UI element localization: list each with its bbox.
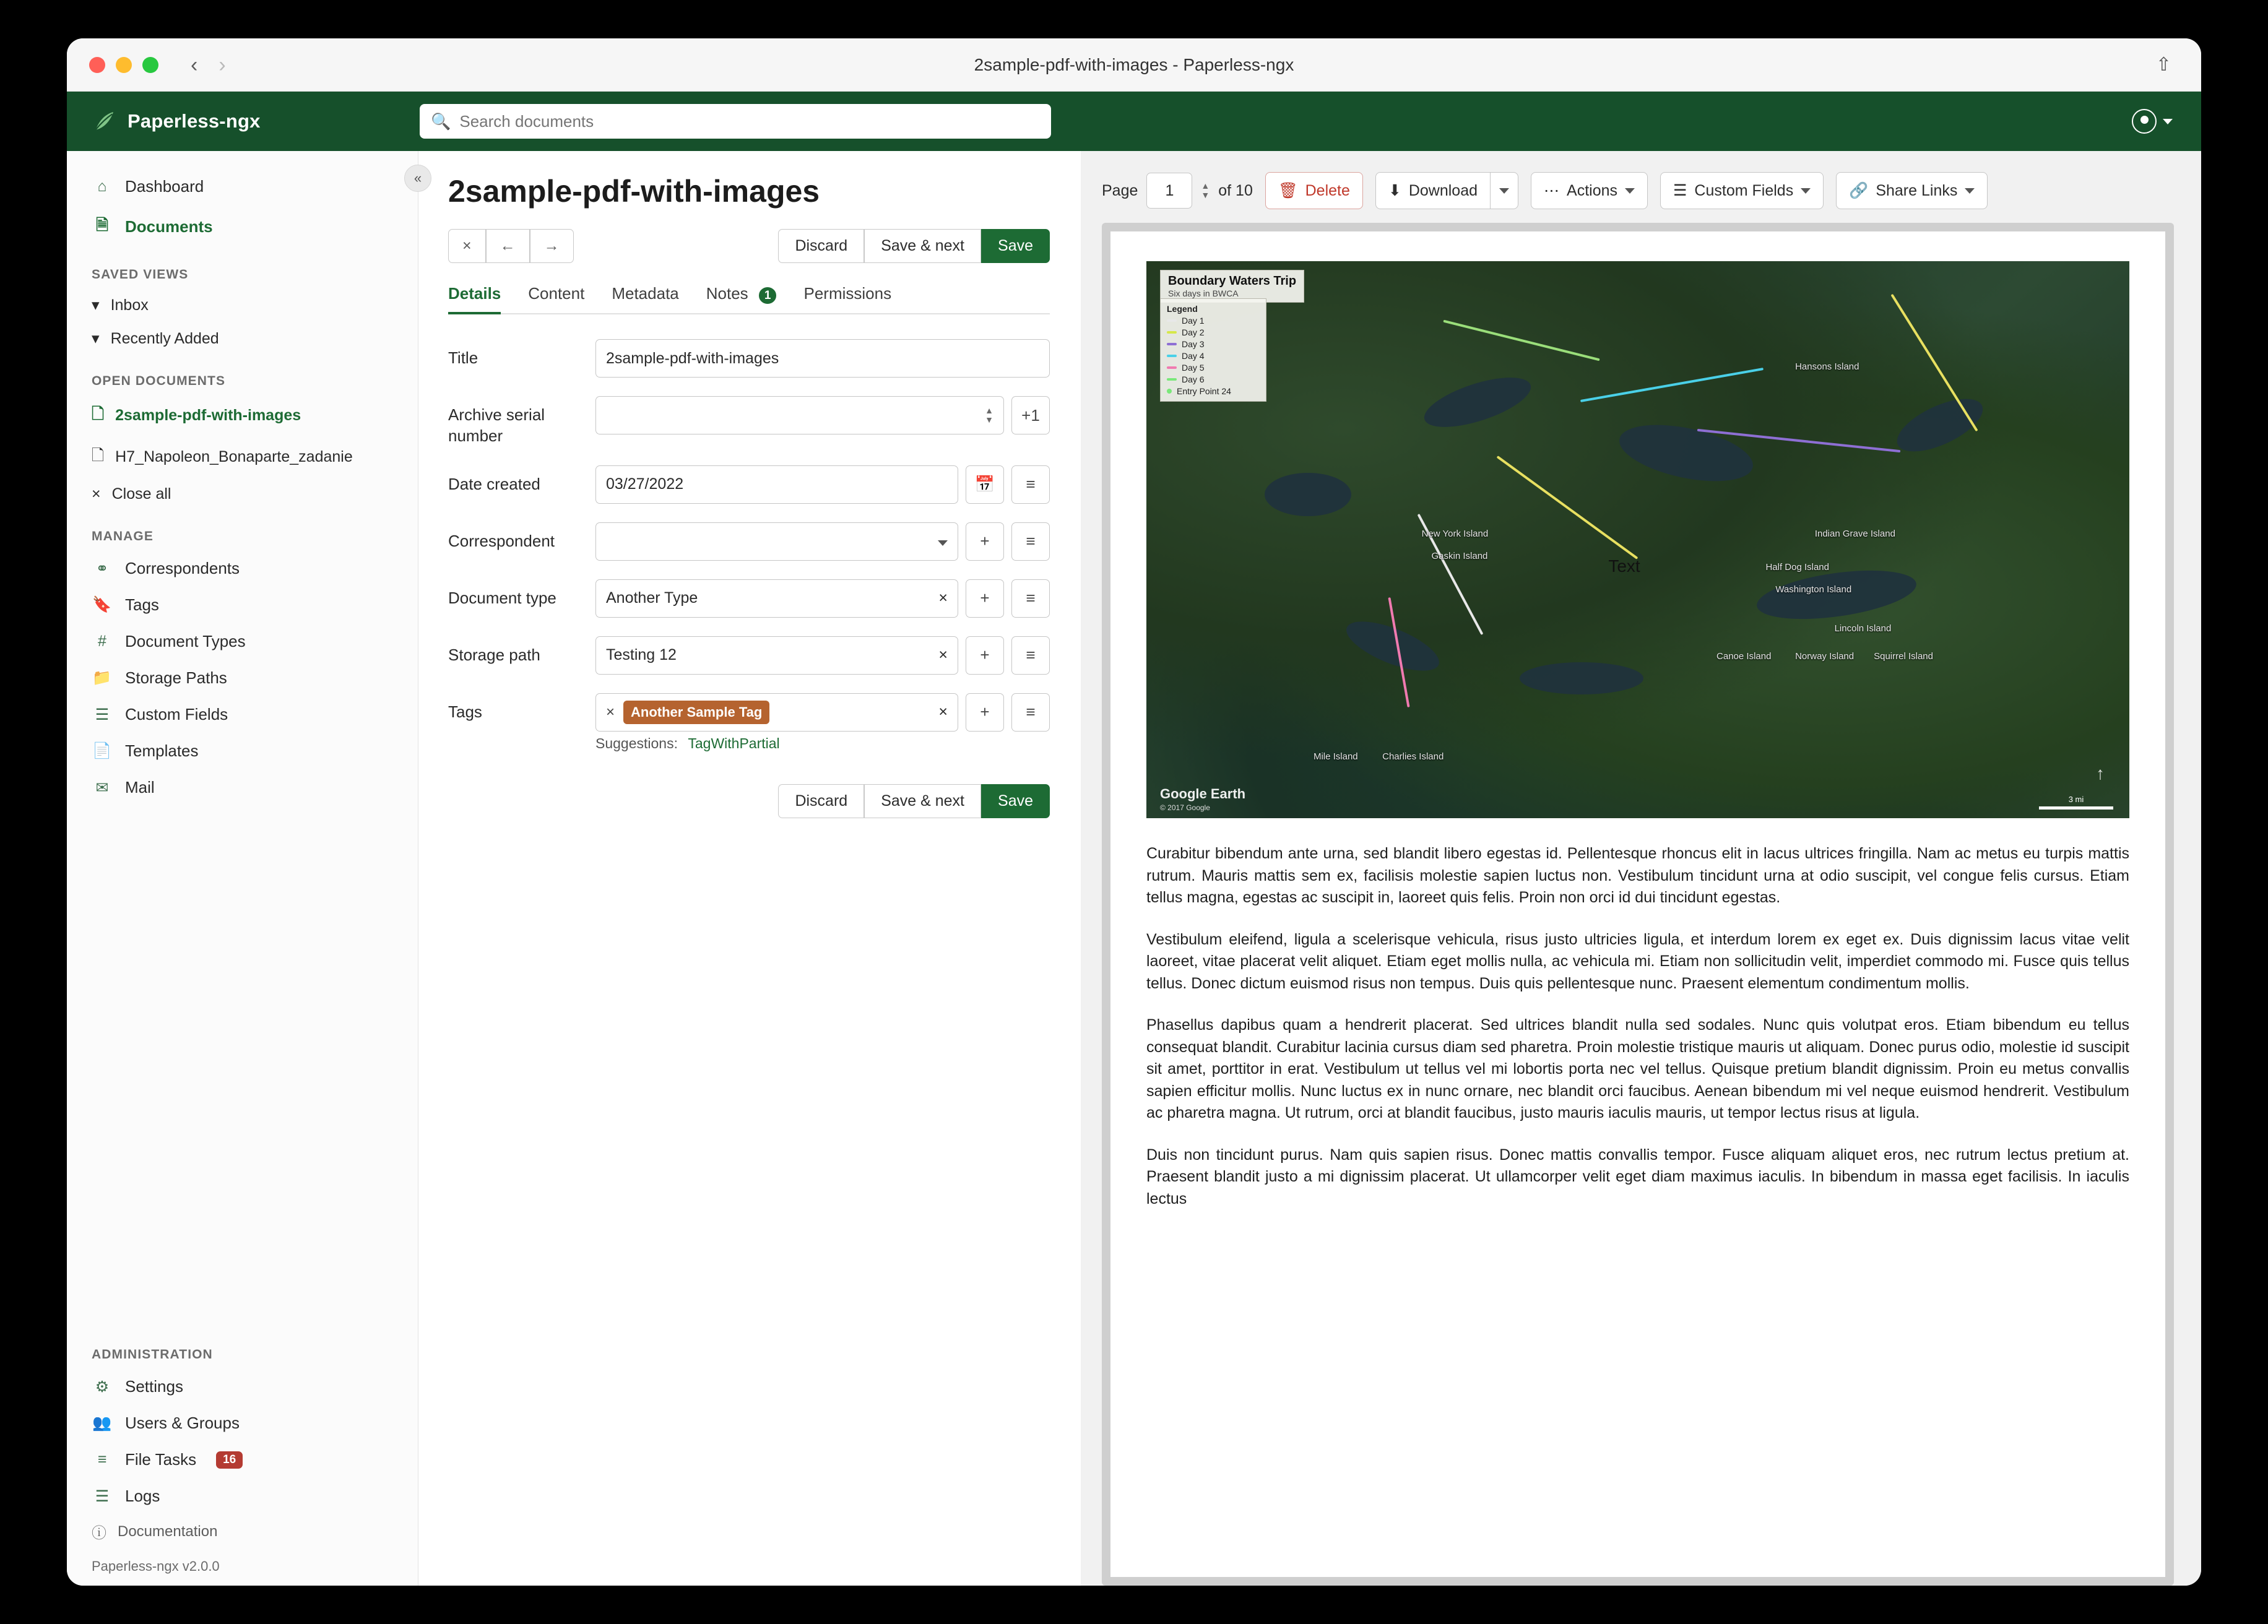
page-title: 2sample-pdf-with-images <box>448 174 820 209</box>
tag-chip[interactable]: Another Sample Tag <box>623 701 769 724</box>
documents-icon: 🗎 <box>95 217 109 234</box>
sidebar-item-label: H7_Napoleon_Bonaparte_zadanie <box>115 448 353 465</box>
user-menu[interactable] <box>2132 109 2173 134</box>
tags-select[interactable] <box>595 693 958 732</box>
suggestion-tag-link[interactable]: TagWithPartial <box>688 735 780 751</box>
pdf-page <box>1110 231 2165 1577</box>
document-type-value: Another Type <box>606 589 698 607</box>
app-version: Paperless-ngx v2.0.0 <box>92 1558 220 1574</box>
tab-details[interactable] <box>448 284 501 313</box>
page-stepper[interactable]: ▲ ▼ <box>1201 181 1210 200</box>
download-button[interactable] <box>1375 172 1490 209</box>
share-links-button[interactable] <box>1836 172 1988 209</box>
sidebar-footer <box>67 1329 418 1574</box>
sidebar-item-label: Documentation <box>118 1522 218 1540</box>
sidebar-open-doc-1[interactable] <box>67 395 418 436</box>
field-label: Document type <box>448 588 556 607</box>
sidebar-item-label: Templates <box>125 741 199 760</box>
field-label: Date created <box>448 474 540 493</box>
three-dots-icon: ⋯ <box>1544 182 1560 199</box>
add-correspondent-button[interactable]: + <box>966 522 1004 561</box>
tab-label: Notes <box>706 284 748 303</box>
caret-down-icon <box>1965 188 1975 194</box>
add-tag-button[interactable]: + <box>966 693 1004 732</box>
pdf-viewer[interactable] <box>1102 223 2174 1586</box>
sidebar-item-label: Correspondents <box>125 559 240 577</box>
file-icon: 🗋 <box>92 405 105 423</box>
legend-label: Entry Point 24 <box>1177 386 1231 396</box>
tags-filter-icon[interactable]: ≡ <box>1011 693 1050 732</box>
sidebar-item-storage-paths[interactable] <box>67 660 418 696</box>
map-place-label: Norway Island <box>1795 651 1855 662</box>
field-label: Storage path <box>448 645 540 664</box>
sidebar-item-label: Document Types <box>125 632 246 650</box>
caret-down-icon <box>1801 188 1811 194</box>
title-input[interactable]: 2sample-pdf-with-images <box>595 339 1050 378</box>
embedded-map-image <box>1146 261 2129 818</box>
list-task-icon: ≡ <box>97 1451 107 1468</box>
brand[interactable] <box>92 109 413 134</box>
map-place-label: Squirrel Island <box>1874 651 1933 662</box>
field-tags <box>448 693 1050 732</box>
legend-label: Day 4 <box>1182 351 1205 361</box>
sidebar-item-label: Close all <box>111 485 171 503</box>
legend-label: Day 3 <box>1182 339 1205 349</box>
sidebar-item-label: Logs <box>125 1487 160 1505</box>
funnel-icon: ▾ <box>92 330 100 347</box>
back-icon[interactable]: ‹ <box>191 53 198 77</box>
asn-stepper[interactable]: ▲ ▼ <box>985 405 993 425</box>
map-place-label: Indian Grave Island <box>1814 529 1895 539</box>
save-button-bottom[interactable]: Save <box>981 784 1050 818</box>
legend-label: Day 6 <box>1182 374 1205 384</box>
document-type-filter-icon[interactable]: ≡ <box>1011 579 1050 618</box>
sidebar-item-label: File Tasks <box>125 1450 197 1469</box>
legend-row <box>1167 363 1260 373</box>
people-icon: 👥 <box>92 1414 112 1432</box>
document-paragraph: Duis non tincidunt purus. Nam quis sapien risus. Donec mattis convallis tempor. Fusce aliquam aliquet eros, nec rutrum lectus pretium at. Praesent blandit justo a mi dignissim placerat. Ut ullamcorper velit eget diam maximus iaculis. In bibendum in massa eget facilisis. In iaculis lectus <box>1146 1146 2129 1207</box>
sidebar-item-label: Mail <box>125 778 155 797</box>
correspondent-select[interactable] <box>595 522 958 561</box>
date-filter-icon[interactable]: ≡ <box>1011 465 1050 504</box>
sidebar-item-dashboard[interactable] <box>67 168 418 205</box>
sidebar-item-users-groups[interactable] <box>67 1405 418 1441</box>
sidebar-item-document-types[interactable] <box>67 623 418 660</box>
storage-path-value: Testing 12 <box>606 646 677 664</box>
document-editor <box>418 151 1081 1586</box>
save-button[interactable]: Save <box>981 229 1050 263</box>
compass-icon: ↑ <box>2096 764 2105 783</box>
remove-tag-icon[interactable]: × <box>606 703 615 720</box>
legend-label: Day 5 <box>1182 363 1205 373</box>
field-storage-path <box>448 636 1050 675</box>
sidebar-item-mail[interactable] <box>67 769 418 806</box>
sidebar-item-label: Inbox <box>110 296 149 314</box>
save-buttons-top[interactable] <box>778 229 1050 263</box>
calendar-icon[interactable]: 📅 <box>966 465 1004 504</box>
scale-label: 3 mi <box>2068 795 2084 804</box>
add-document-type-button[interactable]: + <box>966 579 1004 618</box>
field-document-type <box>448 579 1050 618</box>
paperless-logo-icon <box>92 109 116 134</box>
notes-count-badge: 1 <box>759 287 777 304</box>
sidebar-item-recently-added[interactable] <box>67 322 418 355</box>
sidebar-item-tags[interactable] <box>67 587 418 623</box>
sidebar-heading-manage: MANAGE <box>92 529 154 543</box>
map-overlay-text: Text <box>1608 556 1640 576</box>
tab-label: Details <box>448 284 501 303</box>
sidebar-heading-saved-views: SAVED VIEWS <box>92 267 189 282</box>
map-subtitle: Six days in BWCA <box>1168 288 1239 298</box>
tab-content[interactable] <box>528 284 584 313</box>
link-icon: 🔗 <box>1849 181 1869 199</box>
sliders-icon: ☰ <box>1673 182 1687 199</box>
google-earth-attribution: Google Earth <box>1160 786 1246 801</box>
chevron-down-icon <box>938 532 948 550</box>
field-date-created <box>448 465 1050 504</box>
question-circle-icon: ⓘ <box>92 1525 106 1542</box>
sidebar-heading-administration: ADMINISTRATION <box>92 1347 213 1362</box>
close-icon: × <box>92 485 101 503</box>
field-correspondent <box>448 522 1050 561</box>
app-window <box>67 38 2201 1586</box>
actions-label: Actions <box>1567 181 1617 199</box>
app-header <box>67 92 2201 151</box>
document-type-select[interactable] <box>595 579 958 618</box>
caret-down-icon <box>1499 188 1509 194</box>
hash-icon: # <box>98 633 106 650</box>
tab-label: Metadata <box>612 284 679 303</box>
document-paragraph: Phasellus dapibus quam a hendrerit placerat. Sed ultrices blandit nulla sed sodales. Nunc quis volutpat eros. Etiam bibendum eu tellus consequat blandit. Curabitur lacinia cursus diam sed pharetra. Proin molestie tristique mauris ut aliquam. Donec purus odio, molestie id suscipit sit amet, porttitor in erat. Vestibulum ut tellus vel mi lobortis porta nec vel tellus. Quisque pretium blandit dignissim. Proin eu metus convallis sapien efficitur mollis. Nunc luctus ex in nunc ornare, nec blandit orci faucibus. Aenean bibendum mi vel neque euismod hendrerit. Vestibulum ac pharetra magna. Ut rutrum, orci at blandit faucibus, justo mauris iaculis mauris, ut tempor lectus risus at ligula. <box>1146 1016 2129 1121</box>
search-icon: 🔍 <box>431 111 451 131</box>
suggestions-label: Suggestions: <box>595 735 678 751</box>
storage-path-select[interactable] <box>595 636 958 675</box>
clear-tags-icon[interactable]: × <box>938 703 948 721</box>
folder-icon: 📁 <box>92 669 112 686</box>
editor-tabs[interactable] <box>448 284 1050 314</box>
actions-button[interactable] <box>1531 172 1648 209</box>
delete-button[interactable] <box>1265 172 1363 209</box>
google-earth-copyright: © 2017 Google <box>1160 803 1210 812</box>
brand-name: Paperless-ngx <box>128 110 261 132</box>
map-place-label: Lincoln Island <box>1834 623 1892 634</box>
sidebar-item-documentation[interactable] <box>67 1514 418 1548</box>
asn-input[interactable] <box>595 396 1004 434</box>
sidebar-item-correspondents[interactable] <box>67 550 418 587</box>
asn-plus-one-button[interactable]: +1 <box>1011 396 1050 434</box>
legend-row <box>1167 386 1260 396</box>
legend-row <box>1167 316 1260 326</box>
editor-action-row-bottom <box>448 784 1050 818</box>
sidebar-heading-open-documents: OPEN DOCUMENTS <box>92 374 226 388</box>
sidebar-collapse-button[interactable]: « <box>404 165 431 192</box>
clear-document-type-icon[interactable]: × <box>938 589 948 607</box>
share-icon[interactable]: ⇧ <box>2155 54 2171 75</box>
caret-down-icon <box>1625 188 1635 194</box>
map-place-label: Charlies Island <box>1382 751 1444 762</box>
window-title: 2sample-pdf-with-images - Paperless-ngx <box>974 54 1294 74</box>
field-title <box>448 339 1050 378</box>
tab-notes[interactable] <box>706 284 777 313</box>
app-body <box>67 151 2201 1586</box>
download-icon: ⬇ <box>1388 182 1401 199</box>
tab-label: Content <box>528 284 585 303</box>
trash-icon: 🗑 <box>1278 181 1298 199</box>
sidebar-item-label: 2sample-pdf-with-images <box>115 407 301 424</box>
map-legend <box>1160 298 1266 402</box>
tag-suggestions <box>595 735 1050 752</box>
save-and-next-button[interactable]: Save & next <box>864 229 981 263</box>
field-label: Correspondent <box>448 531 555 550</box>
download-split-button[interactable] <box>1375 172 1518 209</box>
map-title: Boundary Waters Trip <box>1168 274 1297 288</box>
map-place-label: Mile Island <box>1313 751 1358 762</box>
map-place-label: Gaskin Island <box>1431 551 1488 561</box>
custom-fields-button[interactable] <box>1660 172 1824 209</box>
chevron-down-icon <box>2163 119 2173 124</box>
legend-row <box>1167 374 1260 384</box>
legend-row <box>1167 339 1260 349</box>
close-document-button[interactable]: × <box>448 229 486 263</box>
sidebar-close-all[interactable] <box>67 478 418 511</box>
sidebar-item-inbox[interactable] <box>67 288 418 322</box>
field-label: Title <box>448 348 478 367</box>
discard-button[interactable]: Discard <box>778 229 864 263</box>
sidebar-item-label: Custom Fields <box>125 705 228 723</box>
tab-label: Permissions <box>803 284 892 303</box>
file-icon: 🗋 <box>92 447 105 464</box>
window-titlebar <box>67 38 2201 92</box>
search-input[interactable] <box>459 112 1040 131</box>
document-paragraph: Vestibulum eleifend, ligula a scelerisque vehicula, risus justo ultricies ligula, et interdum lorem ex eget ex. Duis dignissim lacus vitae velit laoreet, vitae placerat velit aliquet. Etiam eget mollis nulla, ac vehicula mi. Etiam non sollicitudin velit, imperdiet commodo mi. Fusce quis tellus tellus. Donec dictum euismod risus non tempus. Duis quis pellentesque nunc. Praesent elementum condimentum mollis. <box>1146 930 2129 992</box>
sliders-icon: ☰ <box>95 706 110 723</box>
sidebar-item-settings[interactable] <box>67 1368 418 1405</box>
date-created-input[interactable]: 03/27/2022 <box>595 465 958 504</box>
document-preview-pane <box>1081 151 2201 1586</box>
sidebar-item-label: Tags <box>125 595 159 614</box>
map-place-label: Hansons Island <box>1795 361 1859 372</box>
editor-action-row-top <box>448 229 1050 263</box>
sidebar-item-label: Settings <box>125 1377 183 1396</box>
tag-icon: 🔖 <box>92 596 112 613</box>
map-place-label: New York Island <box>1421 529 1489 539</box>
save-buttons-bottom[interactable] <box>778 784 1050 818</box>
legend-label: Day 2 <box>1182 327 1205 337</box>
field-label: Archive serial number <box>448 405 545 445</box>
person-icon: ⚭ <box>95 559 109 577</box>
home-icon: ⌂ <box>97 178 107 195</box>
legend-row <box>1167 327 1260 337</box>
search-box[interactable] <box>420 104 1051 139</box>
page-control[interactable] <box>1102 173 1253 209</box>
preview-toolbar <box>1081 151 2201 209</box>
sidebar-item-label: Documents <box>125 217 213 236</box>
forward-icon[interactable]: › <box>219 53 226 77</box>
sidebar-item-documents[interactable] <box>67 205 418 249</box>
gear-icon: ⚙ <box>95 1378 110 1396</box>
custom-fields-label: Custom Fields <box>1694 181 1794 199</box>
delete-label: Delete <box>1305 181 1350 199</box>
document-paragraph: Curabitur bibendum ante urna, sed blandit libero egestas id. Pellentesque rhoncus elit in lacus ultrices fringilla. Nam ac metus eu turpis mattis rutrum. Mauris mattis sem ex, facilisis molestie sapien luctus non. Vestibulum tincidunt urna at odio suscipit, vel congue felis cursus. Etiam tellus magna, egestas ac suscipit in, laoreet quis felis. Proin non orci id dui tincidunt egestas. <box>1146 845 2129 906</box>
sidebar-item-label: Users & Groups <box>125 1414 240 1432</box>
field-archive-serial-number <box>448 396 1050 447</box>
page-label: Page <box>1102 181 1138 199</box>
share-links-label: Share Links <box>1876 181 1958 199</box>
terminal-icon: ☰ <box>95 1487 110 1505</box>
page-number-input[interactable]: 1 <box>1146 173 1192 209</box>
clear-storage-path-icon[interactable]: × <box>938 646 948 664</box>
page-total-label: of 10 <box>1218 181 1253 199</box>
tab-permissions[interactable] <box>803 284 891 313</box>
discard-button-bottom[interactable]: Discard <box>778 784 864 818</box>
map-place-label: Half Dog Island <box>1765 562 1829 572</box>
file-tasks-badge: 16 <box>216 1451 243 1469</box>
field-label: Tags <box>448 702 482 721</box>
download-label: Download <box>1408 181 1478 199</box>
tab-metadata[interactable] <box>612 284 678 313</box>
document-nav-buttons[interactable] <box>448 229 574 263</box>
map-place-label: Canoe Island <box>1716 651 1772 662</box>
sidebar-open-doc-2[interactable] <box>67 436 418 478</box>
save-and-next-button-bottom[interactable]: Save & next <box>864 784 981 818</box>
correspondent-filter-icon[interactable]: ≡ <box>1011 522 1050 561</box>
funnel-icon: ▾ <box>92 296 100 314</box>
sidebar-item-custom-fields[interactable] <box>67 696 418 733</box>
sidebar-item-label: Dashboard <box>125 177 204 196</box>
legend-row <box>1167 351 1260 361</box>
map-place-label: Washington Island <box>1775 584 1852 595</box>
legend-title: Legend <box>1167 304 1198 314</box>
sidebar-item-file-tasks[interactable] <box>67 1441 418 1478</box>
sidebar-item-templates[interactable] <box>67 733 418 769</box>
add-storage-path-button[interactable]: + <box>966 636 1004 675</box>
user-account-icon <box>2132 109 2157 134</box>
previous-document-button[interactable]: ← <box>486 229 530 263</box>
sidebar-item-logs[interactable] <box>67 1478 418 1514</box>
download-dropdown-button[interactable] <box>1490 172 1518 209</box>
sidebar-item-label: Recently Added <box>110 329 219 347</box>
map-scale-bar <box>2039 795 2113 810</box>
next-document-button[interactable]: → <box>530 229 574 263</box>
envelope-icon: ✉ <box>95 779 109 797</box>
sidebar <box>67 151 422 1586</box>
storage-path-filter-icon[interactable]: ≡ <box>1011 636 1050 675</box>
legend-label: Day 1 <box>1182 316 1205 326</box>
sidebar-item-label: Storage Paths <box>125 668 227 687</box>
file-earmark-icon: 📄 <box>92 742 112 759</box>
